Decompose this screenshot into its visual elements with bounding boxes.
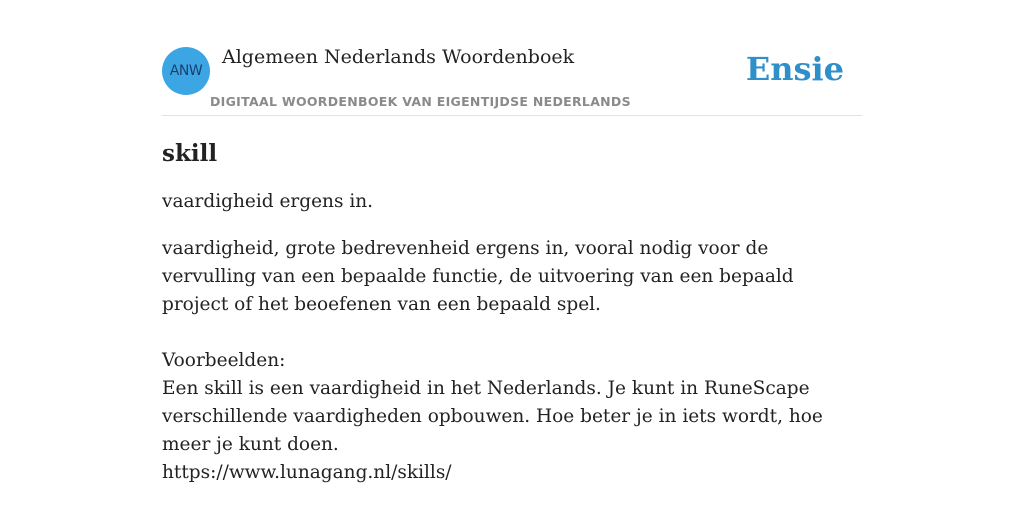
ensie-brand-logo[interactable]: Ensie (745, 50, 844, 88)
short-definition: vaardigheid ergens in. (162, 191, 374, 212)
examples-section (162, 347, 862, 487)
long-definition: vaardigheid, grote bedrevenheid ergens in, vooral nodig voor de vervulling van een bepaalde functie, de uitvoering van een bepaald project of het beoefenen van een bepaald spel. (162, 238, 794, 315)
source-url: https://www.lunagang.nl/skills/ (162, 462, 452, 483)
site-subtitle: DIGITAAL WOORDENBOEK VAN EIGENTIJDSE NEDERLANDS (210, 94, 631, 109)
site-header (162, 46, 862, 116)
headword: skill (162, 140, 218, 167)
site-title[interactable]: Algemeen Nederlands Woordenboek (222, 46, 575, 68)
logo-text: ANW (169, 63, 203, 79)
anw-logo[interactable] (162, 47, 210, 95)
examples-label: Voorbeelden: (162, 350, 286, 371)
dictionary-entry (162, 138, 862, 487)
example-text: Een skill is een vaardigheid in het Nederlands. Je kunt in RuneScape verschillende vaardigheden opbouwen. Hoe beter je in iets wordt, hoe meer je kunt doen. (162, 378, 823, 455)
